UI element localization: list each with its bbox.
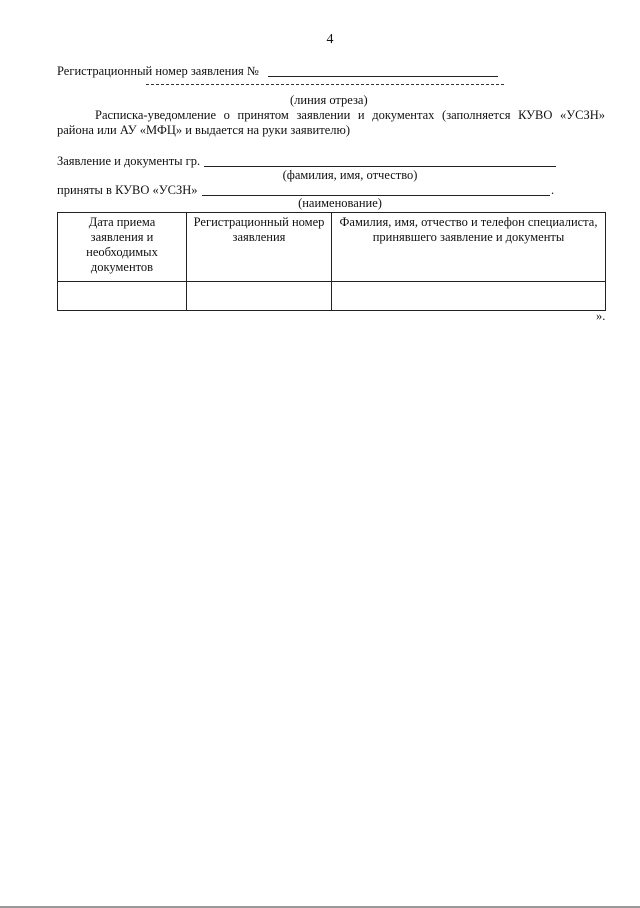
cell-receipt-date[interactable] <box>58 282 187 311</box>
registration-number-field[interactable] <box>268 76 498 77</box>
header-registration-number: Регистрационный номер заявления <box>187 213 332 282</box>
receipt-table <box>57 212 606 311</box>
cut-line <box>146 84 504 85</box>
registration-number-label: Регистрационный номер заявления № <box>57 64 259 78</box>
receipt-intro-line-1: Расписка-уведомление о принятом заявлении и документах (заполняется КУВО «УСЗН» <box>95 108 605 122</box>
table-row <box>58 282 606 311</box>
applicant-caption: (фамилия, имя, отчество) <box>282 168 418 182</box>
header-receipt-date: Дата приема заявления и необходимых документов <box>58 213 187 282</box>
cut-line-label: (линия отреза) <box>290 93 368 107</box>
cell-specialist[interactable] <box>332 282 606 311</box>
accepted-label: приняты в КУВО «УСЗН» <box>57 183 198 197</box>
applicant-name-field[interactable] <box>204 166 556 167</box>
page-number: 4 <box>326 32 334 47</box>
receipt-intro-line-2: района или АУ «МФЦ» и выдается на руки заявителю) <box>57 123 350 137</box>
header-specialist: Фамилия, имя, отчество и телефон специалиста, принявшего заявление и документы <box>332 213 606 282</box>
cell-registration-number[interactable] <box>187 282 332 311</box>
accepted-trailing-period: . <box>551 183 555 197</box>
table-header-row <box>58 213 606 282</box>
closing-quote: ». <box>596 309 606 323</box>
applicant-label: Заявление и документы гр. <box>57 154 201 168</box>
accepted-caption: (наименование) <box>298 196 382 210</box>
